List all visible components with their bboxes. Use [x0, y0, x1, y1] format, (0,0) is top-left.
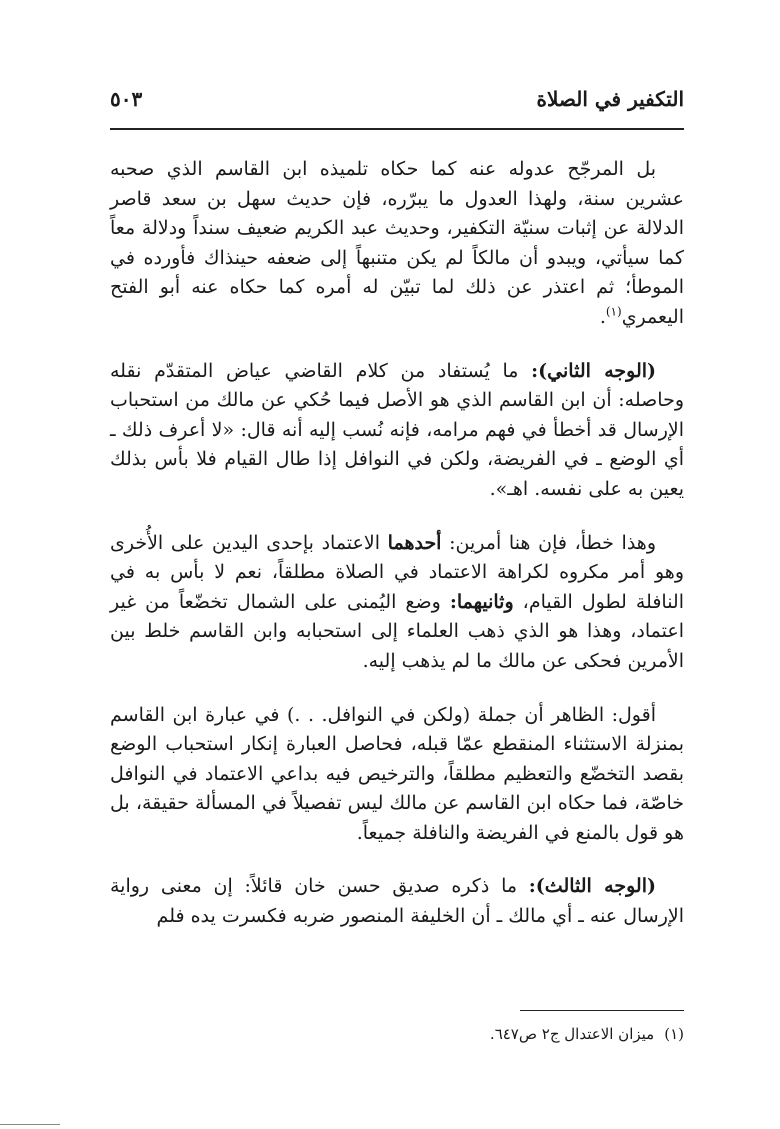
section-label-third-aspect: (الوجه الثالث): [528, 875, 656, 898]
footnote-reference[interactable]: (١) [605, 304, 622, 319]
footnote-number: (١) [664, 1025, 684, 1043]
keyword-first: أحدهما [387, 531, 442, 554]
running-title: التكفير في الصلاة [536, 87, 684, 111]
page-header [110, 84, 684, 114]
paragraph-1-text: بل المرجّح عدوله عنه كما حكاه تلميذه ابن القاسم الذي صحبه عشرين سنة، ولهذا العدول ما يبرّره، فإن حديث سهل بن سعد قاصر الدلالة عن إثبات سنيّة التكفير، وحديث عبد الكريم ضعيف سنداً ودلالة معاً كما سيأتي، ويبدو أن مالكاً لم يكن متنبهاً إلى ضعفه حينذاك فأورده في الموطأ؛ ثم اعتذر عن ذلك لما تبيّن له أمره كما حكاه عنه أبو الفتح اليعمري [110, 158, 684, 328]
page-number: ٥٠٣ [110, 87, 143, 111]
footnote-text: ميزان الاعتدال ج٢ ص٦٤٧. [489, 1025, 655, 1043]
body-text [110, 155, 684, 956]
scan-edge-line [0, 1124, 60, 1125]
paragraph-1-end: . [599, 305, 606, 328]
paragraph-4-text: أقول: الظاهر أن جملة (ولكن في النوافل. . .) في عبارة ابن القاسم بمنزلة الاستثناء المنقطع عمّا قبله، فحاصل العبارة إنكار استحباب الوضع بقصد التخضّع والتعظيم مطلقاً، والترخيص فيه بداعي الاعتماد في النوافل خاصّة، فما حكاه ابن القاسم عن مالك ليس تفصيلاً في المسألة حقيقة، بل هو قول بالمنع في الفريضة والنافلة جميعاً. [110, 703, 684, 844]
paragraph-2 [110, 357, 684, 505]
paragraph-5-text: ما ذكره صديق حسن خان قائلاً: إن معنى رواية الإرسال عنه ـ أي مالك ـ أن الخليفة المنصور ضربه فكسرت يده فلم [110, 875, 684, 928]
paragraph-3 [110, 529, 684, 677]
section-label-second-aspect: (الوجه الثاني): [531, 359, 656, 382]
footnote [110, 1022, 684, 1046]
footnote-divider [520, 1010, 684, 1011]
paragraph-3-after: وضع اليُمنى على الشمال تخضّعاً من غير اعتماد، وهذا هو الذي ذهب العلماء إلى استحبابه وابن القاسم خلط بين الأمرين فحكى عن مالك ما لم يذهب إليه. [110, 590, 684, 672]
header-divider [110, 128, 684, 130]
paragraph-2-text: ما يُستفاد من كلام القاضي عياض المتقدّم نقله وحاصله: أن ابن القاسم الذي هو الأصل فيما حُكي عن مالك من استحباب الإرسال قد أخطأ في فهم مرامه، فإنه نُسب إليه أنه قال: «لا أعرف ذلك ـ أي الوضع ـ في الفريضة، ولكن في النوافل إذا طال القيام فلا بأس بذلك يعين به على نفسه. اهـ». [110, 359, 684, 500]
paragraph-4 [110, 701, 684, 849]
keyword-second: وثانيهما: [449, 590, 514, 613]
paragraph-1 [110, 155, 684, 333]
paragraph-3-mid: الاعتماد بإحدى اليدين على الأُخرى وهو أمر مكروه لكراهة الاعتماد في الصلاة مطلقاً، نعم لا بأس به في النافلة لطول القيام، [110, 531, 684, 613]
paragraph-5 [110, 872, 684, 931]
paragraph-3-before: وهذا خطأ، فإن هنا أمرين: [441, 531, 656, 554]
